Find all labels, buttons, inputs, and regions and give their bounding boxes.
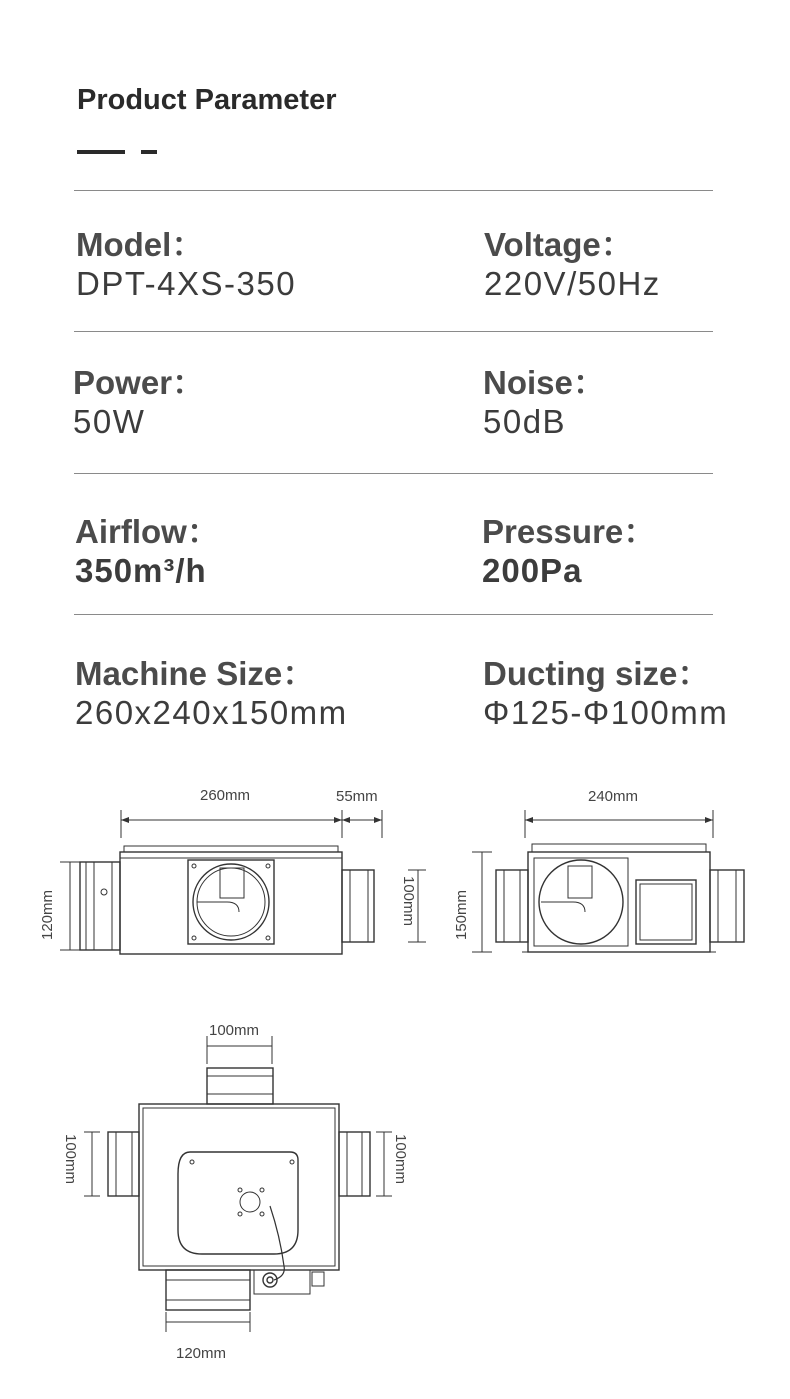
front-width-dim: 240mm	[588, 788, 639, 805]
ducting-size-label: Ducting size：	[483, 655, 711, 692]
power-value: 50W	[73, 403, 146, 440]
model-value: DPT-4XS-350	[76, 265, 297, 302]
airflow-value: 350m³/h	[75, 552, 207, 589]
power-label: Power：	[73, 364, 206, 401]
side-length-dim: 260mm	[200, 787, 251, 804]
machine-size-value: 260x240x150mm	[75, 694, 348, 731]
airflow-label: Airflow：	[75, 513, 220, 550]
side-view-drawing	[60, 810, 426, 954]
noise-value: 50dB	[483, 403, 567, 440]
top-duct-right-dim: 100mm	[392, 1134, 409, 1185]
top-duct-top-dim: 100mm	[209, 1022, 260, 1039]
front-height-dim: 150mm	[453, 889, 470, 940]
page-title: Product Parameter	[77, 84, 337, 116]
front-view-drawing	[472, 810, 744, 952]
pressure-value: 200Pa	[482, 552, 583, 589]
voltage-label: Voltage：	[484, 226, 634, 263]
voltage-value: 220V/50Hz	[484, 265, 661, 302]
top-duct-left-dim: 100mm	[62, 1134, 79, 1185]
side-collar-dim: 55mm	[336, 788, 378, 805]
pressure-label: Pressure：	[482, 513, 657, 550]
ducting-size-value: Φ125-Φ100mm	[483, 694, 729, 731]
model-label: Model：	[76, 226, 205, 263]
side-height-dim: 120mm	[39, 889, 56, 940]
top-view-drawing	[84, 1036, 392, 1332]
machine-size-label: Machine Size：	[75, 655, 316, 692]
noise-label: Noise：	[483, 364, 606, 401]
top-duct-bottom-dim: 120mm	[176, 1345, 227, 1362]
side-duct-dim: 100mm	[400, 876, 417, 927]
